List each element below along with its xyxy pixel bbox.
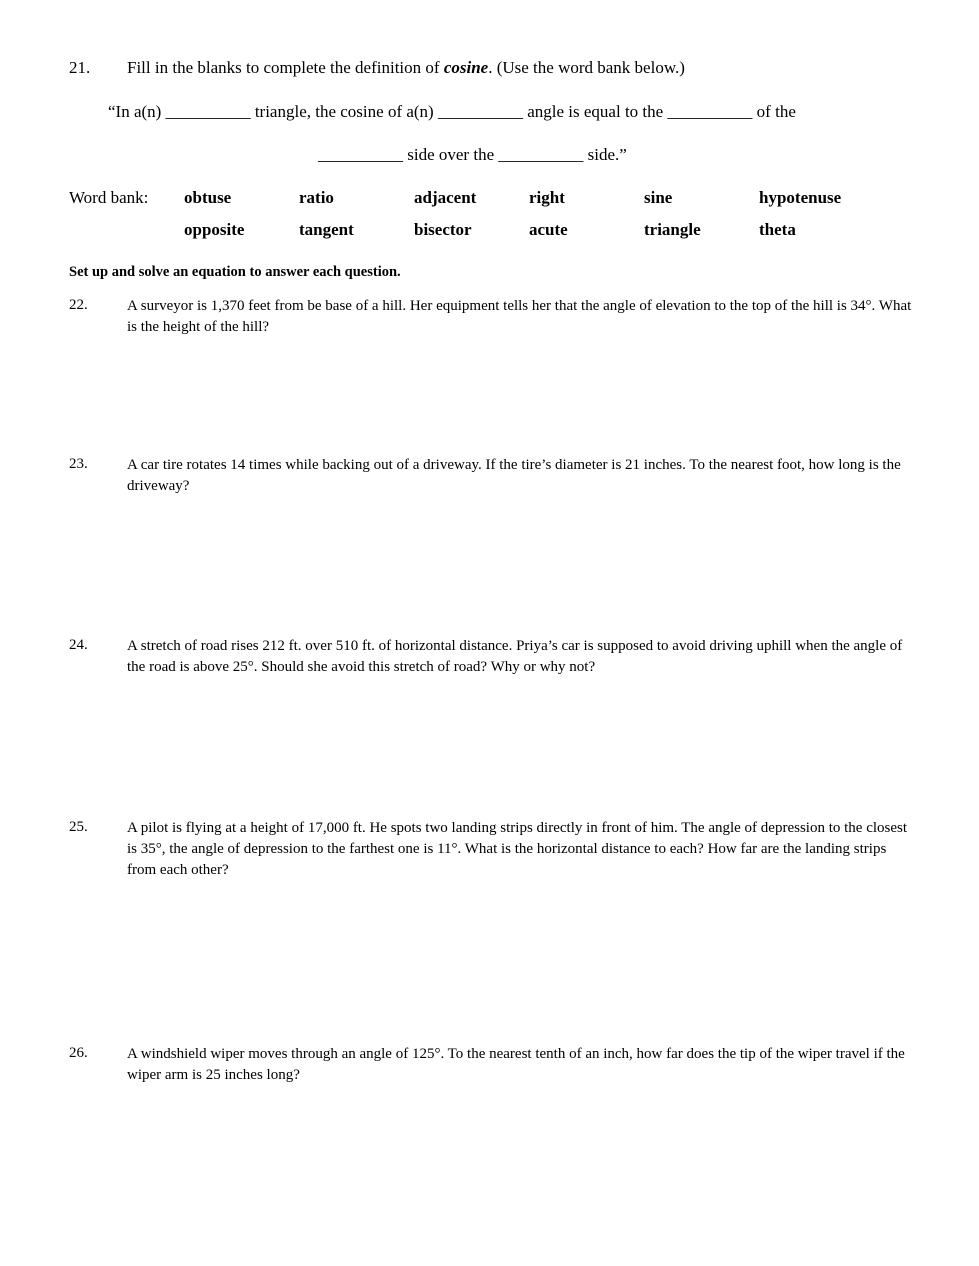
word-bank-word: tangent bbox=[299, 220, 354, 239]
definition-line-1: “In a(n) __________ triangle, the cosine of a(n) __________ angle is equal to the __________ of the bbox=[108, 102, 796, 121]
word-bank-word: opposite bbox=[184, 220, 245, 239]
question-24-text: A stretch of road rises 212 ft. over 510 ft. of horizontal distance. Priya’s car is supposed to avoid driving uphill when the angle of the road is above 25°. Should she avoid this stretch of road? Why or why not? bbox=[127, 638, 903, 675]
question-21-prompt-after: . (Use the word bank below.) bbox=[488, 58, 685, 77]
word-bank-word: triangle bbox=[644, 220, 701, 239]
question-23-text: A car tire rotates 14 times while backing out of a driveway. If the tire’s diameter is 21 inches. To the nearest foot, how long is the driveway? bbox=[127, 457, 901, 494]
word-bank-word: sine bbox=[644, 188, 673, 207]
word-bank-word: hypotenuse bbox=[759, 188, 842, 207]
question-26-text: A windshield wiper moves through an angle of 125°. To the nearest tenth of an inch, how far does the tip of the wiper travel if the wiper arm is 25 inches long? bbox=[127, 1046, 905, 1083]
question-23-number: 23. bbox=[69, 456, 88, 472]
question-21-term: cosine bbox=[443, 58, 489, 77]
word-bank-word: bisector bbox=[414, 220, 472, 239]
definition-line-2: __________ side over the __________ side.” bbox=[318, 145, 627, 164]
question-21-prompt bbox=[127, 58, 685, 78]
question-21-prompt-before: Fill in the blanks to complete the definition of bbox=[127, 58, 444, 77]
question-21-number: 21. bbox=[69, 58, 91, 77]
section-instructions: Set up and solve an equation to answer each question. bbox=[69, 264, 401, 280]
word-bank-label: Word bank: bbox=[69, 188, 149, 207]
question-26-number: 26. bbox=[69, 1045, 88, 1061]
word-bank-word: right bbox=[529, 188, 565, 207]
question-22-text: A surveyor is 1,370 feet from be base of a hill. Her equipment tells her that the angle of elevation to the top of the hill is 34°. What is the height of the hill? bbox=[127, 298, 912, 335]
question-22-number: 22. bbox=[69, 297, 88, 313]
word-bank-word: adjacent bbox=[414, 188, 477, 207]
question-24-number: 24. bbox=[69, 637, 88, 653]
question-25-text: A pilot is flying at a height of 17,000 ft. He spots two landing strips directly in front of him. The angle of depression to the closest is 35°, the angle of depression to the farthest one is 11°. What is the horizontal distance to each? How far are the landing strips from each other? bbox=[127, 820, 908, 878]
word-bank-word: acute bbox=[529, 220, 568, 239]
word-bank-word: theta bbox=[759, 220, 796, 239]
word-bank-word: obtuse bbox=[184, 188, 232, 207]
question-25-number: 25. bbox=[69, 819, 88, 835]
word-bank-word: ratio bbox=[299, 188, 334, 207]
